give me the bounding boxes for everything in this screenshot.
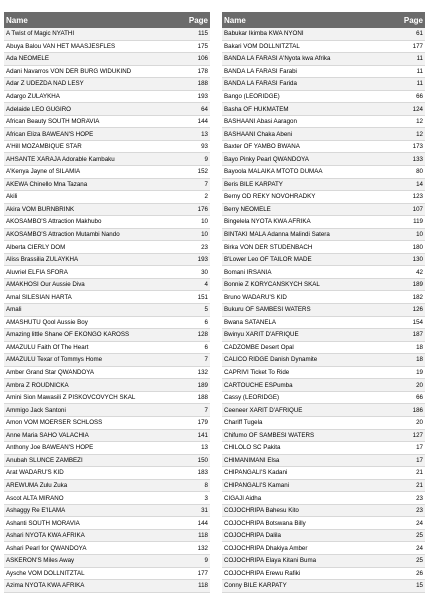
entry-name: Baxter OF YAMBO BWANA: [224, 143, 300, 151]
entry-name: Basha OF HUKMATEM: [224, 105, 289, 113]
index-entry: [222, 392, 425, 405]
entry-page: 188: [197, 80, 208, 88]
entry-page: 12: [416, 130, 423, 138]
index-entry: [222, 442, 425, 455]
index-entry: [4, 116, 210, 129]
entry-page: 9: [204, 557, 208, 565]
entry-page: 18: [416, 356, 423, 364]
entry-page: 123: [412, 193, 423, 201]
index-entry: [222, 542, 425, 555]
index-entry: [4, 141, 210, 154]
index-entry: [4, 191, 210, 204]
entry-name: AKEWA Chinello Mna Tazana: [6, 180, 88, 188]
entry-name: BANDA LA FARASI Farabi: [224, 67, 297, 75]
index-entry: [4, 329, 210, 342]
entry-name: Aliss Brassilia ZULAYKHA: [6, 256, 79, 264]
entry-name: Bingelela NYOTA KWA AFRIKA: [224, 218, 311, 226]
index-entry: [4, 442, 210, 455]
entry-page: 188: [197, 394, 208, 402]
entry-page: 141: [197, 431, 208, 439]
entry-page: 193: [197, 256, 208, 264]
index-column-left: [4, 12, 210, 593]
entry-name: Anne Maria SAHO VALACHIA: [6, 431, 89, 439]
index-entry: [222, 379, 425, 392]
entry-page: 154: [412, 318, 423, 326]
index-entry: [4, 530, 210, 543]
entry-page: 187: [412, 331, 423, 339]
entry-name: AKOSAMBO'S Attraction Makhubo: [6, 218, 102, 226]
index-entry: [222, 41, 425, 54]
index-entry: [4, 166, 210, 179]
entry-name: AMAZULU Texar of Tommys Home: [6, 356, 103, 364]
index-entry: [222, 492, 425, 505]
index-entry: [222, 179, 425, 192]
entry-page: 175: [197, 42, 208, 50]
entry-name: Ashaggy Re E'ILAMA: [6, 507, 66, 515]
entry-page: 178: [197, 67, 208, 75]
entry-page: 8: [204, 481, 208, 489]
entry-page: 30: [201, 268, 208, 276]
index-entry: [222, 430, 425, 443]
entry-page: 24: [416, 519, 423, 527]
entry-name: Bwinyu XARIT D'AFRIQUE: [224, 331, 299, 339]
index-entry: [222, 342, 425, 355]
entry-list-left: [4, 28, 210, 593]
index-entry: [4, 342, 210, 355]
index-entry: [4, 417, 210, 430]
entry-name: Anthony Joe BAWEAN'S HOPE: [6, 444, 94, 452]
entry-name: Bayoola MALAIKA MTOTO DUMAA: [224, 168, 323, 176]
index-entry: [222, 568, 425, 581]
entry-page: 5: [204, 306, 208, 314]
entry-page: 128: [197, 331, 208, 339]
entry-page: 2: [204, 193, 208, 201]
entry-name: BASHAANI Chaka Abeni: [224, 130, 293, 138]
index-entry: [4, 379, 210, 392]
entry-name: BINTAKI MALA Adanna Malindi Satera: [224, 231, 330, 239]
index-entry: [4, 254, 210, 267]
index-entry: [4, 78, 210, 91]
entry-name: AMAZULU Faith Of The Heart: [6, 343, 89, 351]
index-entry: [222, 91, 425, 104]
entry-page: 186: [412, 406, 423, 414]
entry-name: Amber Grand Star QWANDOYA: [6, 369, 95, 377]
entry-name: COJOCHRIPA Erewu Rafiki: [224, 569, 301, 577]
index-entry: [4, 354, 210, 367]
entry-page: 173: [412, 143, 423, 151]
entry-page: 177: [197, 569, 208, 577]
index-entry: [222, 291, 425, 304]
entry-name: Bwana SATANELA: [224, 318, 277, 326]
entry-page: 152: [197, 168, 208, 176]
entry-page: 61: [416, 30, 423, 38]
index-entry: [4, 229, 210, 242]
entry-name: Anubah SLUNCE ZAMBEZI: [6, 456, 83, 464]
entry-page: 130: [412, 256, 423, 264]
entry-page: 21: [416, 481, 423, 489]
index-entry: [4, 279, 210, 292]
entry-name: Adani Navarros VON DER BURG WIDUKIND: [6, 67, 132, 75]
index-entry: [4, 304, 210, 317]
entry-page: 17: [416, 456, 423, 464]
index-entry: [4, 291, 210, 304]
entry-name: AKOSAMBO'S Attraction Mutambi Nando: [6, 231, 120, 239]
entry-page: 93: [201, 143, 208, 151]
entry-name: CHIMANIMANI Elsa: [224, 456, 280, 464]
entry-name: Bango (LEORIDGE): [224, 93, 280, 100]
entry-name: Babukar Ikimba KWA NYONI: [224, 30, 304, 38]
index-entry: [4, 266, 210, 279]
entry-page: 150: [197, 456, 208, 464]
index-entry: [222, 141, 425, 154]
entry-name: AHSANTE XARAJA Adorable Kambaku: [6, 155, 115, 163]
entry-name: A'Kenya Jayne of SILAMIA: [6, 168, 81, 176]
index-entry: [222, 329, 425, 342]
entry-page: 23: [201, 243, 208, 251]
entry-page: 25: [416, 532, 423, 540]
entry-name: B'Lower Leo OF TAILOR MADE: [224, 256, 312, 264]
entry-page: 9: [204, 155, 208, 163]
entry-name: Ambra Z ROUDNICKA: [6, 381, 69, 389]
entry-name: Beris BILE KARPATY: [224, 180, 283, 188]
index-entry: [4, 241, 210, 254]
entry-page: 18: [416, 343, 423, 351]
index-entry: [4, 216, 210, 229]
entry-page: 10: [201, 231, 208, 239]
entry-name: AREWUMA Zulu Zuka: [6, 481, 68, 489]
entry-name: Akira VOM BURNBRINK: [6, 205, 75, 213]
entry-name: Amini Sion Mawasili Z PISKOVCOVYCH SKAL: [6, 394, 136, 402]
index-entry: [4, 455, 210, 468]
entry-page: 13: [201, 444, 208, 452]
entry-page: 14: [416, 180, 423, 188]
index-entry: [222, 404, 425, 417]
entry-name: Alberta CIERLY DOM: [6, 243, 66, 251]
entry-page: 189: [197, 381, 208, 389]
entry-page: 126: [412, 306, 423, 314]
entry-page: 17: [416, 444, 423, 452]
index-entry: [222, 166, 425, 179]
index-entry: [222, 279, 425, 292]
entry-page: 4: [204, 281, 208, 289]
entry-name: CHILOLO SC Pakita: [224, 444, 281, 452]
index-entry: [4, 505, 210, 518]
entry-page: 23: [416, 507, 423, 515]
index-entry: [4, 467, 210, 480]
index-entry: [4, 580, 210, 593]
index-entry: [222, 153, 425, 166]
index-entry: [222, 480, 425, 493]
entry-page: 20: [416, 381, 423, 389]
entry-name: Azima NYOTA KWA AFRIKA: [6, 582, 85, 590]
entry-page: 3: [204, 494, 208, 502]
entry-page: 7: [204, 406, 208, 414]
entry-name: Adargo ZULAYKHA: [6, 93, 60, 100]
index-entry: [222, 116, 425, 129]
entry-name: BASHAANI Abasi Aaragon: [224, 118, 297, 126]
entry-page: 11: [416, 80, 423, 88]
entry-name: Berny OD REKY NOVOHRADKY: [224, 193, 316, 201]
entry-page: 144: [197, 118, 208, 126]
entry-name: Ashari Pearl for QWANDOYA: [6, 544, 87, 552]
index-entry: [4, 179, 210, 192]
entry-name: COJOCHRIPA Dalila: [224, 532, 281, 540]
entry-page: 6: [204, 343, 208, 351]
index-entry: [4, 128, 210, 141]
index-entry: [4, 517, 210, 530]
entry-page: 21: [416, 469, 423, 477]
entry-page: 31: [201, 507, 208, 515]
index-entry: [222, 367, 425, 380]
entry-name: Ceeneer XARIT D'AFRIQUE: [224, 406, 303, 414]
entry-name: Bayo Pinky Pearl QWANDOYA: [224, 155, 309, 163]
entry-page: 66: [416, 394, 423, 402]
entry-page: 124: [412, 105, 423, 113]
entry-page: 80: [416, 168, 423, 176]
entry-page: 118: [198, 532, 208, 540]
index-entry: [222, 28, 425, 41]
index-entry: [4, 430, 210, 443]
entry-list-right: [222, 28, 425, 593]
index-entry: [222, 254, 425, 267]
entry-name: Amazing little Shane OF EKONGO KAROSS: [6, 331, 130, 339]
entry-name: COJOCHRIPA Bahesu Kito: [224, 507, 299, 515]
name-header: Name: [224, 15, 246, 25]
entry-page: 23: [416, 494, 423, 502]
index-entry: [222, 66, 425, 79]
entry-name: CHIPANGALI'S Kadani: [224, 469, 288, 477]
entry-page: 6: [204, 318, 208, 326]
entry-page: 15: [416, 582, 423, 590]
entry-name: Bonnie Z KORYCANSKYCH SKAL: [224, 281, 320, 289]
entry-page: 119: [413, 218, 423, 226]
entry-page: 176: [197, 205, 208, 213]
column-header: [4, 12, 210, 28]
entry-page: 26: [416, 569, 423, 577]
index-entry: [4, 53, 210, 66]
index-entry: [222, 191, 425, 204]
index-entry: [4, 404, 210, 417]
entry-name: COJOCHRIPA Elaya Kitani Buma: [224, 557, 317, 565]
entry-page: 10: [201, 218, 208, 226]
index-entry: [222, 505, 425, 518]
index-entry: [222, 266, 425, 279]
index-entry: [222, 455, 425, 468]
index-entry: [4, 367, 210, 380]
entry-page: 19: [416, 369, 423, 377]
entry-name: African Beauty SOUTH MORAVIA: [6, 118, 100, 126]
entry-name: Conny BILE KARPATY: [224, 582, 287, 590]
index-entry: [4, 28, 210, 41]
entry-page: 177: [412, 42, 423, 50]
entry-name: Ascot ALTA MIRANO: [6, 494, 64, 502]
entry-name: Birka VON DER STÜDENBACH: [224, 243, 313, 251]
entry-page: 182: [412, 293, 423, 301]
entry-page: 127: [412, 431, 423, 439]
entry-name: Ashari NYOTA KWA AFRIKA: [6, 532, 85, 540]
index-entry: [222, 467, 425, 480]
index-entry: [222, 555, 425, 568]
index-entry: [4, 492, 210, 505]
entry-name: CADZOMBE Desert Opal: [224, 343, 294, 351]
entry-page: 133: [412, 155, 423, 163]
entry-name: CIGAJI Aidha: [224, 494, 262, 502]
entry-page: 7: [204, 180, 208, 188]
entry-page: 66: [416, 93, 423, 100]
entry-name: CARTOUCHE ESPumba: [224, 381, 293, 389]
column-header: [222, 12, 425, 28]
entry-page: 132: [197, 369, 208, 377]
entry-name: Cassy (LEORIDGE): [224, 394, 280, 402]
entry-name: Akili: [6, 193, 18, 201]
entry-name: Adelaide LEO GUGIRO: [6, 105, 71, 113]
index-entry: [222, 204, 425, 217]
entry-name: CAPRIVI Ticket To Ride: [224, 369, 290, 377]
entry-name: Aluvriel ELFIA SFORA: [6, 268, 68, 276]
index-entry: [222, 417, 425, 430]
entry-page: 24: [416, 544, 423, 552]
entry-page: 151: [197, 293, 208, 301]
entry-name: Ada NEOMELE: [6, 55, 49, 63]
index-entry: [222, 241, 425, 254]
entry-page: 25: [416, 557, 423, 565]
entry-name: Ammigo Jack Santoni: [6, 406, 66, 414]
index-entry: [4, 555, 210, 568]
entry-name: Chifumo OF SAMBESI WATERS: [224, 431, 315, 439]
index-entry: [222, 354, 425, 367]
entry-page: 10: [416, 231, 423, 239]
index-entry: [222, 517, 425, 530]
entry-name: ASKERON'S Miles Away: [6, 557, 75, 565]
entry-page: 144: [197, 519, 208, 527]
entry-page: 118: [198, 582, 208, 590]
index-entry: [4, 153, 210, 166]
entry-name: Bomani IRSANIA: [224, 268, 272, 276]
entry-name: Amali: [6, 306, 22, 314]
page-header: Page: [188, 15, 208, 25]
entry-name: Bakari VOM DÖLLNITZTAL: [224, 42, 300, 50]
entry-page: 7: [204, 356, 208, 364]
index-column-right: [222, 12, 425, 593]
entry-page: 12: [416, 118, 423, 126]
index-entry: [222, 580, 425, 593]
entry-name: Abuya Balou VAN HET MAASJESFLES: [6, 42, 116, 50]
index-entry: [222, 317, 425, 330]
entry-name: Bukuru OF SAMBESI WATERS: [224, 306, 311, 314]
entry-page: 115: [198, 30, 208, 38]
entry-name: Arat WADARU'S KID: [6, 469, 64, 477]
entry-name: Bruno WADARU'S KID: [224, 293, 287, 301]
entry-name: BANDA LA FARASI A'Nyota kwa Afrika: [224, 55, 331, 63]
entry-name: A'Hill MOZAMBIQUE STAR: [6, 143, 82, 151]
entry-name: AMASHUTU Qool Aussie Boy: [6, 318, 88, 326]
entry-name: Ashanti SOUTH MORAVIA: [6, 519, 80, 527]
entry-page: 189: [412, 281, 423, 289]
entry-page: 179: [197, 419, 208, 427]
entry-name: BANDA LA FARASI Farida: [224, 80, 297, 88]
entry-page: 132: [197, 544, 208, 552]
entry-page: 11: [416, 55, 423, 63]
index-entry: [4, 317, 210, 330]
index-entry: [4, 542, 210, 555]
entry-page: 183: [197, 469, 208, 477]
entry-name: COJOCHRIPA Dhakiya Amber: [224, 544, 308, 552]
index-entry: [222, 128, 425, 141]
index-entry: [4, 568, 210, 581]
entry-page: 180: [412, 243, 423, 251]
entry-name: Berry NEOMELE: [224, 205, 271, 213]
index-entry: [222, 78, 425, 91]
index-entry: [4, 66, 210, 79]
index-entry: [222, 216, 425, 229]
name-header: Name: [6, 15, 28, 25]
page-header: Page: [403, 15, 423, 25]
index-entry: [4, 91, 210, 104]
entry-page: 193: [197, 93, 208, 100]
entry-page: 11: [416, 67, 423, 75]
index-entry: [222, 229, 425, 242]
entry-page: 42: [416, 268, 423, 276]
index-entry: [4, 41, 210, 54]
entry-page: 106: [197, 55, 208, 63]
entry-page: 107: [412, 205, 423, 213]
entry-name: African Eliza BAWEAN'S HOPE: [6, 130, 94, 138]
index-entry: [4, 480, 210, 493]
index-entry: [222, 53, 425, 66]
entry-page: 13: [201, 130, 208, 138]
entry-page: 20: [416, 419, 423, 427]
entry-name: Adar Z UDEZDA NAD LESY: [6, 80, 84, 88]
entry-name: CALICO RIDGE Danish Dynamite: [224, 356, 318, 364]
index-entry: [4, 103, 210, 116]
entry-name: A Twist of Magic NYATHI: [6, 30, 75, 38]
index-entry: [222, 103, 425, 116]
index-entry: [4, 392, 210, 405]
entry-page: 64: [201, 105, 208, 113]
entry-name: Chariff Tugela: [224, 419, 263, 427]
entry-name: Aysche VOM DÖLLNITZTAL: [6, 569, 85, 577]
entry-name: CHIPANGALI'S Kamani: [224, 481, 290, 489]
entry-name: Amal SILESIAN HARTA: [6, 293, 72, 301]
index-entry: [222, 530, 425, 543]
index-entry: [4, 204, 210, 217]
entry-name: COJOCHRIPA Botswana Billy: [224, 519, 306, 527]
index-entry: [222, 304, 425, 317]
entry-name: AMAKHOSI Our Aussie Diva: [6, 281, 85, 289]
entry-name: Amon VOM MOERSER SCHLOSS: [6, 419, 103, 427]
